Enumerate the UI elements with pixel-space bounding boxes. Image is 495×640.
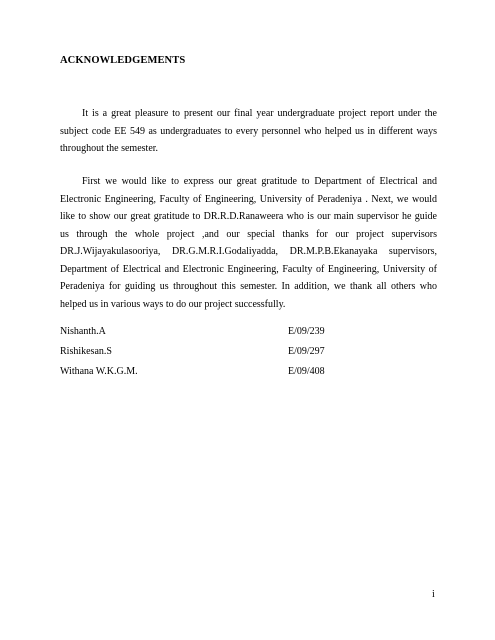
signatory-row	[60, 322, 360, 342]
signatory-row	[60, 362, 360, 382]
signatory-reg-no: E/09/297	[288, 346, 325, 357]
signatory-name: Nishanth.A	[60, 326, 106, 337]
page-heading: ACKNOWLEDGEMENTS	[60, 55, 186, 66]
signatory-name: Withana W.K.G.M.	[60, 366, 138, 377]
page-number: i	[432, 589, 435, 600]
signatory-reg-no: E/09/239	[288, 326, 325, 337]
signatory-name: Rishikesan.S	[60, 346, 112, 357]
signatory-list	[60, 322, 360, 382]
paragraph-intro: It is a great pleasure to present our final year undergraduate project report under the subject code EE 549 as undergraduates to every personnel who helped us in different ways throughout the semester.	[60, 108, 437, 154]
paragraph-gratitude: First we would like to express our great gratitude to Department of Electrical and Electronic Engineering, Faculty of Engineering, University of Peradeniya . Next, we would like to show our great gratitude to DR.R.D.Ranaweera who is our main supervisor he guide us through the whole project ,and our special thanks for our project supervisors DR.J.Wijayakulasooriya, DR.G.M.R.I.Godaliyadda, DR.M.P.B.Ekanayaka supervisors, Department of Electrical and Electronic Engineering, Faculty of Engineering, University of Peradeniya for guiding us throughout this semester. In addition, we thank all others who helped us in various ways to do our project successfully.	[60, 176, 437, 310]
signatory-row	[60, 342, 360, 362]
signatory-reg-no: E/09/408	[288, 366, 325, 377]
